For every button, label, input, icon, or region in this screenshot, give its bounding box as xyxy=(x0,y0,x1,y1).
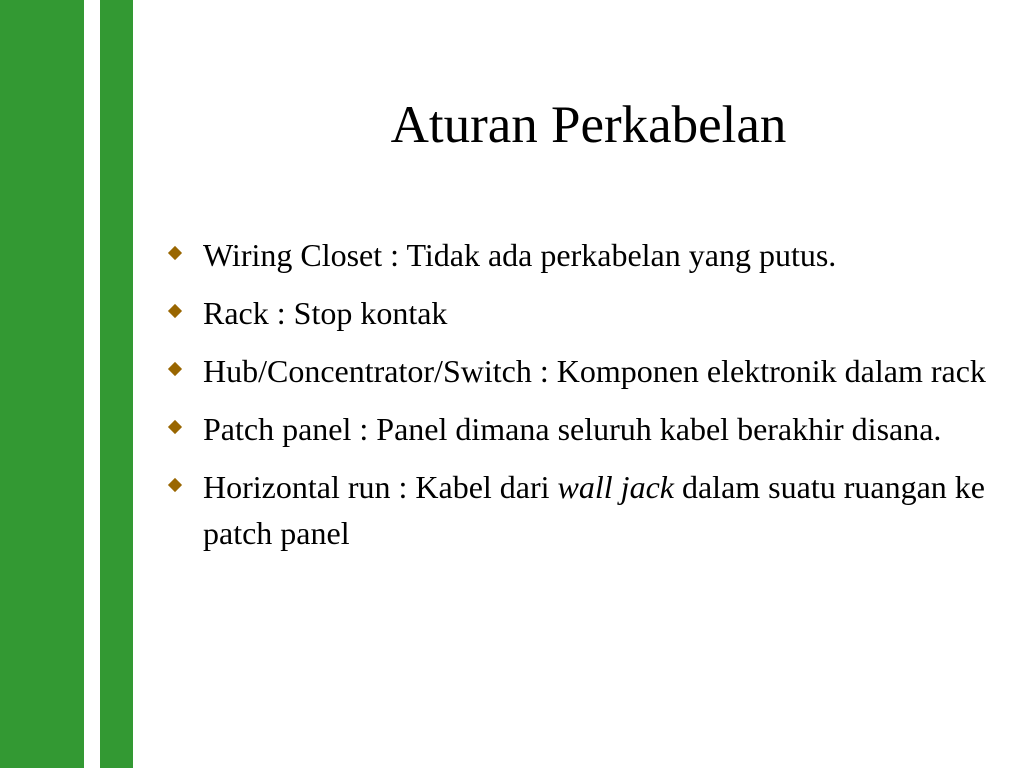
bullet-text: Patch panel : Panel dimana seluruh kabel berakhir disana. xyxy=(203,411,942,447)
left-green-stripe-narrow xyxy=(100,0,133,768)
left-green-stripe-wide xyxy=(0,0,84,768)
diamond-bullet-icon xyxy=(168,362,182,376)
bullet-list xyxy=(168,232,1008,568)
diamond-bullet-icon xyxy=(168,246,182,260)
bullet-text: Wiring Closet : Tidak ada perkabelan yang putus. xyxy=(203,237,837,273)
bullet-text-before: Horizontal run : Kabel dari xyxy=(203,469,558,505)
bullet-item-horizontal-run xyxy=(168,464,1008,556)
bullet-item-rack xyxy=(168,290,1008,336)
bullet-item-wiring-closet xyxy=(168,232,1008,278)
slide-title: Aturan Perkabelan xyxy=(390,96,787,154)
diamond-bullet-icon xyxy=(168,478,182,492)
bullet-text: Rack : Stop kontak xyxy=(203,295,448,331)
bullet-text-after: dalam suatu ruangan ke patch panel xyxy=(203,469,985,551)
diamond-bullet-icon xyxy=(168,304,182,318)
diamond-bullet-icon xyxy=(168,420,182,434)
bullet-text-italic: wall jack xyxy=(557,469,674,505)
bullet-text: Hub/Concentrator/Switch : Komponen elektronik dalam rack xyxy=(203,353,986,389)
bullet-item-hub xyxy=(168,348,1008,394)
bullet-item-patch-panel xyxy=(168,406,1008,452)
